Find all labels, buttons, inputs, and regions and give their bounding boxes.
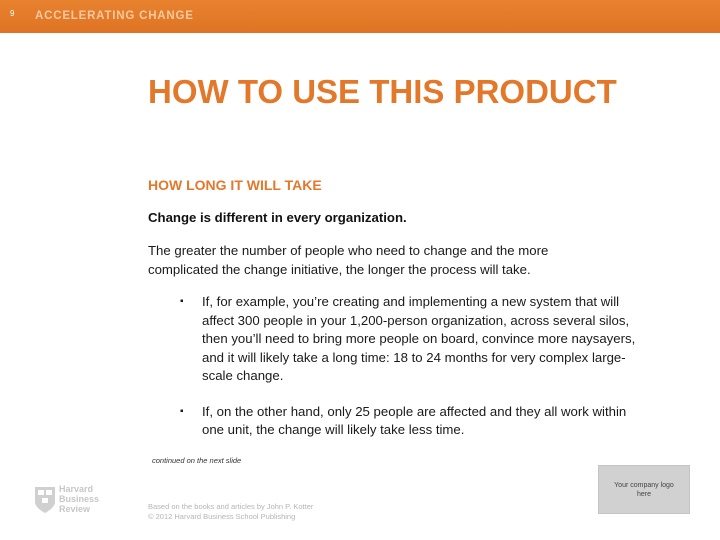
hbr-logo	[34, 484, 124, 518]
bullet-text: If, for example, you’re creating and implementing a new system that will affect 300 people in your 1,200-person organization, across several silos, then you’ll need to bring more people on board, convince more naysayers, and it will likely take a long time: 18 to 24 months for very complex large-scale change.	[202, 294, 636, 383]
hbr-logo-line: Review	[59, 504, 91, 514]
header-bar	[0, 0, 720, 33]
bullet-text: If, on the other hand, only 25 people are affected and they all work within one unit, the change will likely take less time.	[202, 403, 627, 437]
body-paragraph: The greater the number of people who need to change and the more complicated the change initiative, the longer the process will take.	[148, 243, 549, 277]
bullet-list	[180, 293, 650, 440]
company-logo-placeholder	[598, 465, 690, 514]
continued-note: continued on the next slide	[152, 456, 242, 465]
credit-line: Based on the books and articles by John P. Kotter	[148, 502, 314, 511]
hbr-shield-icon	[34, 486, 56, 514]
hbr-logo-line: Business	[59, 494, 100, 504]
bullet-item	[180, 293, 650, 386]
copyright-line: © 2012 Harvard Business School Publishing	[148, 512, 296, 521]
bullet-item	[180, 403, 650, 440]
section-heading: HOW LONG IT WILL TAKE	[148, 177, 322, 193]
bullet-square-icon: ▪	[180, 296, 184, 307]
bullet-square-icon: ▪	[180, 405, 184, 417]
header-section-title: ACCELERATING CHANGE	[35, 10, 194, 22]
page-number: 9	[10, 9, 15, 18]
logo-placeholder-text: Your company logo here	[614, 481, 674, 498]
lead-statement: Change is different in every organization.	[148, 210, 407, 225]
page-title: HOW TO USE THIS PRODUCT	[148, 73, 617, 110]
footer-credit	[148, 502, 313, 522]
hbr-logo-line: Harvard	[59, 484, 94, 494]
